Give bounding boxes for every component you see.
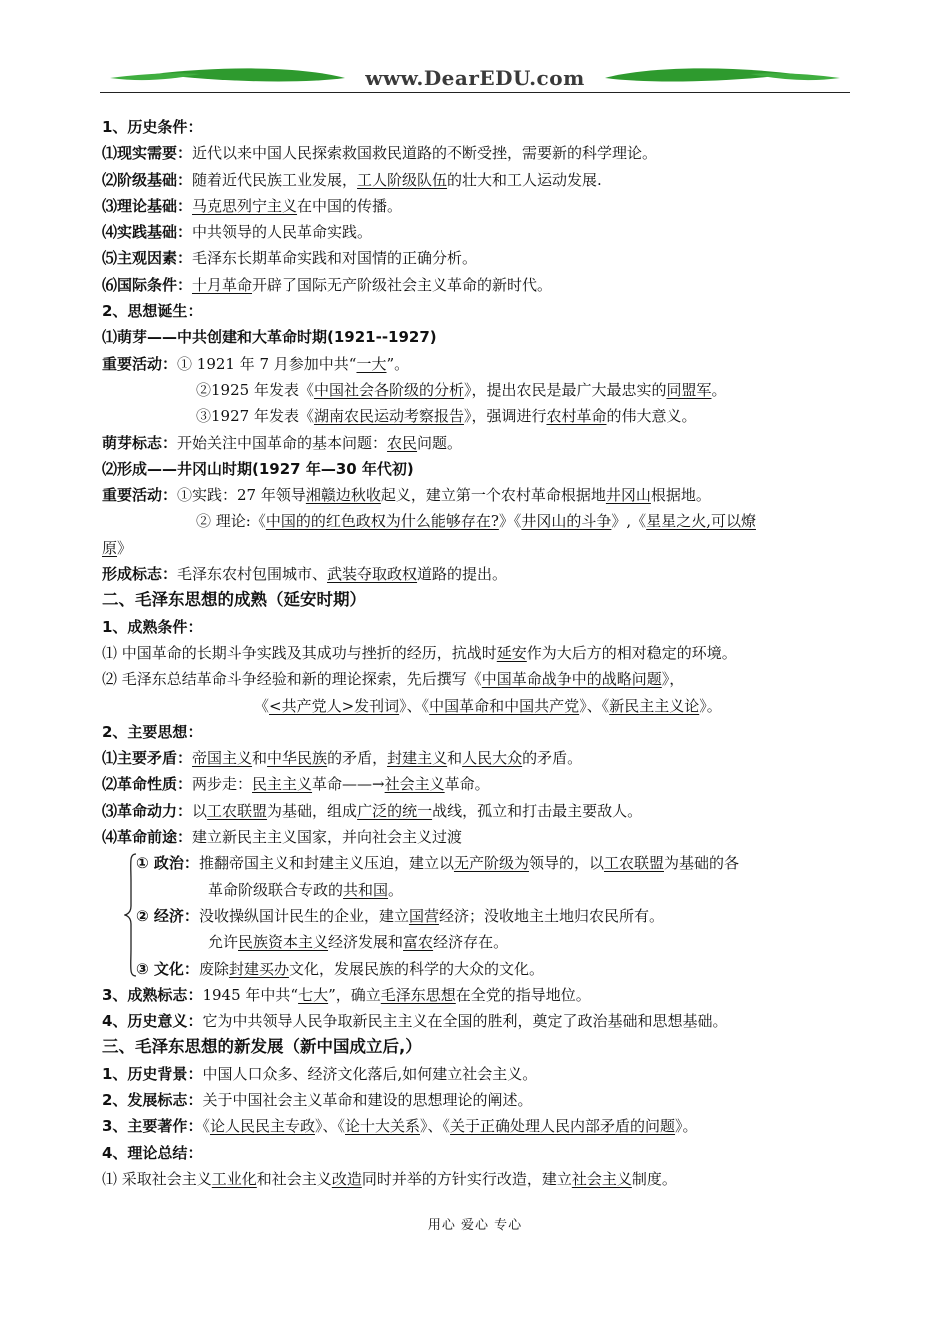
body-text: 允许 (208, 933, 239, 952)
text-line (102, 403, 850, 429)
underlined-term: 论人民民主专政 (209, 1117, 315, 1136)
underlined-term: 中国革命和中国共产党 (429, 696, 580, 715)
bold-label: 2、主要思想： (102, 722, 203, 741)
underlined-term: 延安 (496, 643, 527, 662)
bold-label: 3、主要著作： (102, 1117, 203, 1136)
body-text: 和 (252, 749, 268, 768)
body-text: 中共领导的人民革命实践。 (192, 223, 373, 242)
underlined-term: 湖南农民运动考察报告 (313, 407, 464, 426)
body-text: 革命——→ (312, 775, 385, 794)
text-line (102, 719, 850, 745)
underlined-term: 民主主义 (252, 775, 313, 794)
bold-label: ⑶理论基础： (102, 196, 193, 215)
body-text: 的矛盾， (327, 749, 388, 768)
text-line (102, 929, 850, 955)
section-heading: 三、毛泽东思想的新发展（新中国成立后,） (102, 1037, 422, 1057)
underlined-term: 社会主义 (384, 775, 445, 794)
body-text: 问题。 (417, 433, 463, 452)
underlined-term: 中国革命战争中的战略问题 (481, 670, 662, 689)
text-line (102, 1034, 850, 1060)
body-text: 领导的，以 (528, 854, 604, 873)
text-line (102, 377, 850, 403)
underlined-term: 井冈山 (605, 486, 651, 505)
body-text: 毛泽东长期革命实践和对国情的正确分析。 (192, 249, 478, 268)
body-text: ①实践：27 年领导 (177, 486, 306, 505)
underlined-term: 湘赣边秋收 (305, 486, 381, 505)
underlined-term: 民族资本主义 (238, 933, 329, 952)
text-line (102, 877, 850, 903)
underlined-term: 国营 (408, 906, 439, 925)
text-line (102, 798, 850, 824)
text-line (102, 824, 850, 850)
body-text: 》，强调进行 (463, 407, 547, 426)
text-line (102, 430, 850, 456)
text-line (102, 587, 850, 613)
text-line (102, 324, 850, 350)
bold-label: 3、成熟标志： (102, 985, 203, 1004)
underlined-term: 工农联盟 (207, 801, 268, 820)
body-text: 和 (447, 749, 463, 768)
body-text: ”，确立 (328, 985, 381, 1004)
bold-label: ⑸主观因素： (102, 249, 193, 268)
underlined-term: <共产党人>发刊词 (269, 696, 400, 715)
underlined-term: 新民主主义论 (609, 696, 700, 715)
site-logo-text: www.DearEDU.com (365, 66, 585, 90)
underlined-term: 无产阶级为 (453, 854, 529, 873)
text-line (102, 245, 850, 271)
body-text: 革命阶级联合专政的 (208, 880, 344, 899)
body-text: ⑵ 毛泽东总结革命斗争经验和新的理论探索，先后撰写《 (102, 670, 482, 689)
section-heading: 二、毛泽东思想的成熟（延安时期） (102, 590, 366, 610)
bold-label: ⑴萌芽——中共创建和大革命时期(1921--1927) (102, 328, 437, 347)
bold-label: ⑶革命动力： (102, 801, 193, 820)
body-text: 文化，发展民族的科学的大众的文化。 (288, 959, 544, 978)
body-text: 1945 年中共“ (202, 985, 299, 1004)
bold-label: 形成标志： (102, 565, 178, 584)
bold-label: ② 经济： (136, 906, 199, 925)
body-text: 中国人口众多、经济文化落后,如何建立社会主义。 (202, 1064, 538, 1083)
text-line (102, 482, 850, 508)
body-text: 关于中国社会主义革命和建设的思想理论的阐述。 (202, 1090, 533, 1109)
bold-label: ⑵形成——井冈山时期(1927 年—30 年代初) (102, 459, 414, 478)
body-text: ②1925 年发表《 (196, 380, 314, 399)
text-line (102, 693, 850, 719)
underlined-term: 农民 (387, 433, 418, 452)
bold-label: ⑴主要矛盾： (102, 749, 193, 768)
body-text: 近代以来中国人民探索救国救民道路的不断受挫，需要新的科学理论。 (192, 144, 658, 163)
text-line (102, 561, 850, 587)
underlined-term: 论十大关系 (345, 1117, 421, 1136)
text-line (102, 1061, 850, 1087)
underlined-term: 同盟军 (666, 380, 712, 399)
bold-label: ⑷实践基础： (102, 223, 193, 242)
underlined-term: 帝国主义 (192, 749, 253, 768)
bold-label: 1、历史条件： (102, 118, 203, 136)
body-text: 根据地。 (650, 486, 711, 505)
bold-label: ⑷革命前途： (102, 828, 193, 847)
body-text: 在全党的指导地位。 (455, 985, 591, 1004)
bold-label: ⑹国际条件： (102, 275, 193, 294)
underlined-term: 中华民族 (267, 749, 328, 768)
bold-label: 2、发展标志： (102, 1090, 203, 1109)
underlined-term: 广泛的统一 (357, 801, 433, 820)
underlined-term: 井冈山的斗争 (521, 512, 612, 531)
text-line (102, 1166, 850, 1192)
text-line (102, 351, 850, 377)
bold-label: ① 政治： (136, 854, 199, 873)
underlined-term: 封建主义 (387, 749, 448, 768)
body-text: 开始关注中国革命的基本问题： (177, 433, 388, 452)
body-text: 》、《 (399, 696, 430, 715)
body-text: 以 (192, 801, 208, 820)
text-line (102, 456, 850, 482)
text-line (102, 850, 850, 876)
bold-label: ③ 文化： (136, 959, 199, 978)
underlined-term: 中国的的红色政权为什么能够存在? (265, 512, 499, 531)
body-text: 经济存在。 (433, 933, 509, 952)
bold-label: ⑵革命性质： (102, 775, 193, 794)
underlined-term: 工业化 (211, 1169, 257, 1188)
text-line (102, 298, 850, 324)
body-text: 和社会主义 (256, 1169, 332, 1188)
body-text: 》、《 (420, 1117, 451, 1136)
underlined-term: 马克思列宁主义 (192, 196, 298, 215)
body-text: 建立新民主主义国家，并向社会主义过渡 (192, 828, 463, 847)
body-text: ⑴ 采取社会主义 (102, 1169, 212, 1188)
underlined-term: 共和国 (343, 880, 389, 899)
body-text: ② 理论:《 (196, 512, 266, 531)
text-line (102, 508, 850, 534)
body-text: 的伟大意义。 (606, 407, 697, 426)
text-line (102, 1008, 850, 1034)
page-header (100, 58, 850, 98)
underlined-term: 工人阶级队伍 (357, 170, 448, 189)
underlined-term: 毛泽东思想 (380, 985, 456, 1004)
body-text: 《 (254, 696, 270, 715)
body-text: 制度。 (631, 1169, 677, 1188)
bold-label: 1、成熟条件： (102, 617, 203, 636)
body-text: 》、《 (579, 696, 610, 715)
bold-label: ⑵阶级基础： (102, 170, 193, 189)
bold-label: 萌芽标志： (102, 433, 178, 452)
body-text: 随着近代民族工业发展， (192, 170, 358, 189)
text-line (102, 982, 850, 1008)
document-body (102, 114, 850, 1192)
text-line (102, 167, 850, 193)
body-text: 为基础，组成 (267, 801, 358, 820)
page-footer: 用心 爱心 专心 (427, 1218, 523, 1233)
body-text: ”。 (386, 354, 410, 373)
text-line (102, 219, 850, 245)
body-text: 。 (711, 380, 727, 399)
body-text: 》 (117, 538, 133, 557)
bold-label: 重要活动： (102, 486, 178, 505)
body-text: 战线，孤立和打击最主要敌人。 (432, 801, 643, 820)
body-text: 道路的提出。 (417, 565, 508, 584)
body-text: 推翻帝国主义和封建主义压迫，建立以 (198, 854, 454, 873)
body-text: 没收操纵国计民生的企业，建立 (198, 906, 409, 925)
underlined-term: 人民大众 (462, 749, 523, 768)
body-text: 经济；没收地主土地归农民所有。 (438, 906, 664, 925)
underlined-term: 武装夺取政权 (327, 565, 418, 584)
body-text: 《 (202, 1117, 210, 1136)
body-text: 废除 (198, 959, 229, 978)
text-line (102, 745, 850, 771)
text-line (102, 771, 850, 797)
body-text: ① 1921 年 7 月参加中共“ (177, 354, 357, 373)
body-text: 同时并举的方针实行改造，建立 (361, 1169, 572, 1188)
underlined-term: 七大 (298, 985, 329, 1004)
curly-brace-icon (124, 852, 138, 978)
body-text: 革命。 (444, 775, 490, 794)
bold-label: 重要活动： (102, 354, 178, 373)
body-text: 毛泽东农村包围城市、 (177, 565, 328, 584)
body-text: 它为中共领导人民争取新民主主义在全国的胜利，奠定了政治基础和思想基础。 (202, 1012, 728, 1031)
underlined-term: 封建买办 (228, 959, 289, 978)
text-line (102, 614, 850, 640)
underlined-term: 工农联盟 (603, 854, 664, 873)
bold-label: 4、理论总结： (102, 1143, 203, 1162)
underlined-term: 农村革命 (546, 407, 607, 426)
bold-label: 2、思想诞生： (102, 302, 203, 321)
body-text: 》,《 (611, 512, 647, 531)
text-line (102, 193, 850, 219)
body-text: ③1927 年发表《 (196, 407, 314, 426)
underlined-term: 中国社会各阶级的分析 (313, 380, 464, 399)
body-text: 开辟了国际无产阶级社会主义革命的新时代。 (252, 275, 553, 294)
bold-label: ⑴现实需要： (102, 144, 193, 163)
body-text: 为基础的各 (664, 854, 740, 873)
body-text: 》、《 (314, 1117, 345, 1136)
text-line (102, 535, 850, 561)
underlined-term: 改造 (331, 1169, 362, 1188)
body-text: 两步走： (192, 775, 253, 794)
underlined-term: 一大 (356, 354, 387, 373)
body-text: 在中国的传播。 (297, 196, 403, 215)
text-line (102, 903, 850, 929)
body-text: 》。 (699, 696, 722, 715)
text-line (102, 1113, 850, 1139)
text-line (102, 640, 850, 666)
text-line (102, 666, 850, 692)
body-text: 起义，建立第一个农村革命根据地 (380, 486, 606, 505)
body-text: 》， (661, 670, 685, 689)
text-line (102, 114, 850, 140)
bold-label: 1、历史背景： (102, 1064, 203, 1083)
underlined-term: 星星之火,可以燎 (646, 512, 756, 531)
body-text: 作为大后方的相对稳定的环境。 (526, 643, 737, 662)
underlined-term: 社会主义 (571, 1169, 632, 1188)
bold-label: 4、历史意义： (102, 1012, 203, 1031)
text-line (102, 1087, 850, 1113)
body-text: ⑴ 中国革命的长期斗争实践及其成功与挫折的经历，抗战时 (102, 643, 497, 662)
text-line (102, 272, 850, 298)
text-line (102, 956, 850, 982)
underlined-term: 关于正确处理人民内部矛盾的问题 (450, 1117, 676, 1136)
body-text: 》《 (498, 512, 522, 531)
body-text: 的矛盾。 (522, 749, 583, 768)
text-line (102, 140, 850, 166)
body-text: 的壮大和工人运动发展. (447, 170, 602, 189)
header-rule (100, 92, 850, 93)
body-text: 。 (388, 880, 404, 899)
body-text: 经济发展和 (328, 933, 404, 952)
body-text: 》，提出农民是最广大最忠实的 (463, 380, 667, 399)
underlined-term: 十月革命 (192, 275, 253, 294)
text-line (102, 1140, 850, 1166)
underlined-term: 富农 (403, 933, 434, 952)
underlined-term: 原 (102, 538, 118, 557)
body-text: 》。 (675, 1117, 698, 1136)
